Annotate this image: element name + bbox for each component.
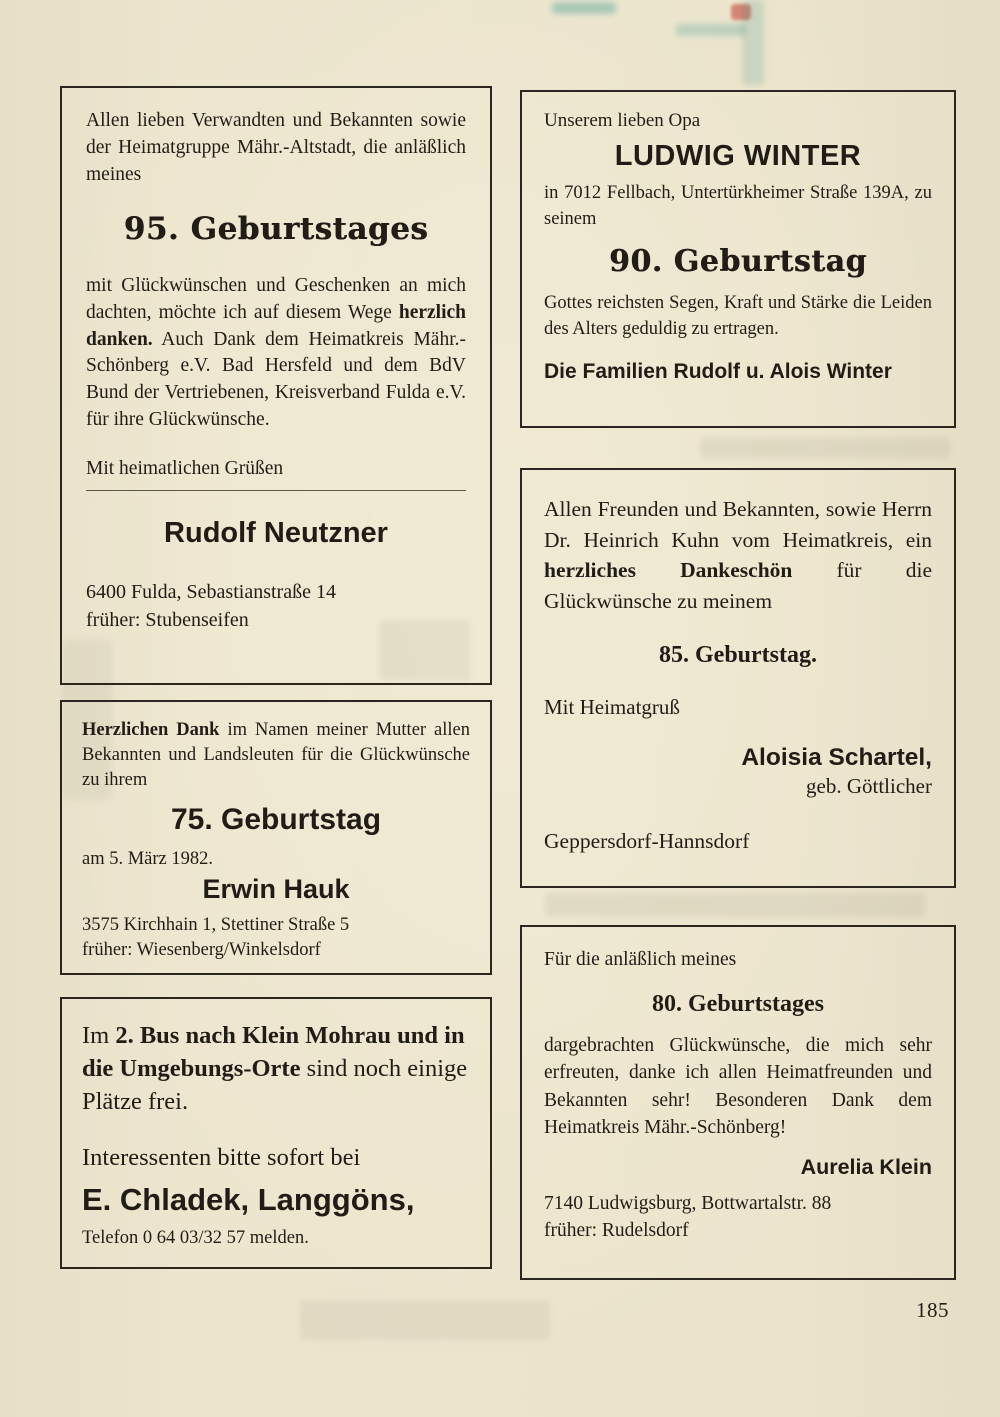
announcement-body-paragraph xyxy=(82,1019,470,1118)
body-text: sind noch einige Plätze frei. xyxy=(82,1055,468,1116)
announcement-box-90-geburtstag xyxy=(520,90,956,428)
phone-line: Telefon 0 64 03/32 57 melden. xyxy=(82,1228,309,1249)
bleed-through-mark xyxy=(552,2,616,14)
body-text: für die Glückwünsche zu meinem xyxy=(544,558,932,613)
contact-name: E. Chladek, Langgöns, xyxy=(82,1182,415,1218)
signature-name-addition: geb. Göttlicher xyxy=(806,774,932,799)
address-line: früher: Stubenseifen xyxy=(86,609,249,632)
bleed-through-mark xyxy=(545,893,925,917)
body-text-bold: Herzlichen Dank xyxy=(82,720,220,740)
bleed-through-mark xyxy=(676,24,746,36)
address-paragraph: in 7012 Fellbach, Untertürkheimer Straße 139A, zu seinem xyxy=(544,183,932,229)
body-text: mit Glückwünschen und Geschenken an mich dachten, möchte ich auf diesem Wege xyxy=(86,274,466,323)
date-line: am 5. März 1982. xyxy=(82,849,214,870)
body-text-bold: 2. Bus nach Klein Mohrau und in die Umgebungs-Orte xyxy=(82,1022,465,1083)
celebrant-name: LUDWIG WINTER xyxy=(614,140,862,172)
announcement-box-bus-klein-mohrau xyxy=(60,997,492,1269)
birthday-heading: 95. Geburtstages xyxy=(123,210,429,247)
birthday-heading: 80. Geburtstages xyxy=(652,991,824,1017)
announcement-body-paragraph: dargebrachten Glückwünsche, die mich sehr erfreuten, danke ich allen Heimatfreunden und Bekannten sehr! Besonderen Dank dem Heimatkreis Mähr.-Schönberg! xyxy=(544,1035,932,1138)
separator-rule xyxy=(86,490,466,491)
address-line: 6400 Fulda, Sebastianstraße 14 xyxy=(86,581,336,604)
announcement-body-paragraph: Gottes reichsten Segen, Kraft und Stärke die Leiden des Alters geduldig zu ertragen. xyxy=(544,293,932,339)
announcement-box-75-geburtstag xyxy=(60,700,492,975)
page-number: 185 xyxy=(916,1298,949,1322)
bleed-through-mark xyxy=(742,0,764,85)
bleed-through-mark xyxy=(300,1300,550,1340)
address-line: 7140 Ludwigsburg, Bottwartalstr. 88 xyxy=(544,1193,832,1215)
announcement-body-paragraph xyxy=(544,494,932,616)
announcement-intro-line: Für die anläßlich meines xyxy=(544,949,737,970)
signature-name: Aloisia Schartel, xyxy=(741,744,932,772)
red-ink-mark xyxy=(731,4,751,20)
body-text-bold: herzlich danken. xyxy=(86,301,466,350)
closing-line: Mit Heimatgruß xyxy=(544,695,680,720)
signature-name: Die Familien Rudolf u. Alois Winter xyxy=(544,360,892,384)
announcement-body-paragraph xyxy=(86,273,466,434)
address-block xyxy=(82,913,470,963)
body-text: Allen Freunden und Bekannten, sowie Herrn Dr. Heinrich Kuhn vom Heimatkreis, ein xyxy=(544,497,932,552)
body-text: im Namen meiner Mutter allen Bekannten und Landsleuten für die Glückwünsche zu ihrem xyxy=(82,720,470,791)
address-block xyxy=(544,1190,932,1245)
announcement-intro-paragraph: Allen lieben Verwandten und Bekannten sowie der Heimatgruppe Mähr.-Altstadt, die anläßlich meines xyxy=(86,110,466,185)
address-line: früher: Wiesenberg/Winkelsdorf xyxy=(82,940,321,961)
address-block xyxy=(86,578,466,634)
announcement-box-95-geburtstag xyxy=(60,86,492,685)
birthday-heading: 75. Geburtstag xyxy=(170,803,382,837)
announcement-box-80-geburtstag xyxy=(520,925,956,1280)
body-text: Im xyxy=(82,1022,116,1049)
announcement-box-85-geburtstag xyxy=(520,468,956,888)
closing-line: Mit heimatlichen Grüßen xyxy=(86,458,284,480)
birthday-heading: 85. Geburtstag. xyxy=(659,642,817,669)
announcement-intro-paragraph xyxy=(82,718,470,793)
address-line: 3575 Kirchhain 1, Stettiner Straße 5 xyxy=(82,915,350,936)
body-text-bold: herzliches Dankeschön xyxy=(544,558,793,583)
contact-invite-line: Interessenten bitte sofort bei xyxy=(82,1144,361,1172)
signature-name: Rudolf Neutzner xyxy=(164,517,388,550)
bleed-through-mark xyxy=(700,438,950,458)
place-line: Geppersdorf-Hannsdorf xyxy=(544,829,750,854)
birthday-heading: 90. Geburtstag xyxy=(609,244,867,280)
address-line: früher: Rudelsdorf xyxy=(544,1220,689,1242)
announcement-intro-line: Unserem lieben Opa xyxy=(544,110,701,131)
body-text: Auch Dank dem Heimatkreis Mähr.-Schönberg e.V. Bad Hersfeld und dem BdV Bund der Vertriebenen, Kreisverband Fulda e.V. für ihre Glückwünsche. xyxy=(86,328,466,431)
signature-name: Erwin Hauk xyxy=(202,874,350,905)
signature-name: Aurelia Klein xyxy=(800,1155,932,1180)
